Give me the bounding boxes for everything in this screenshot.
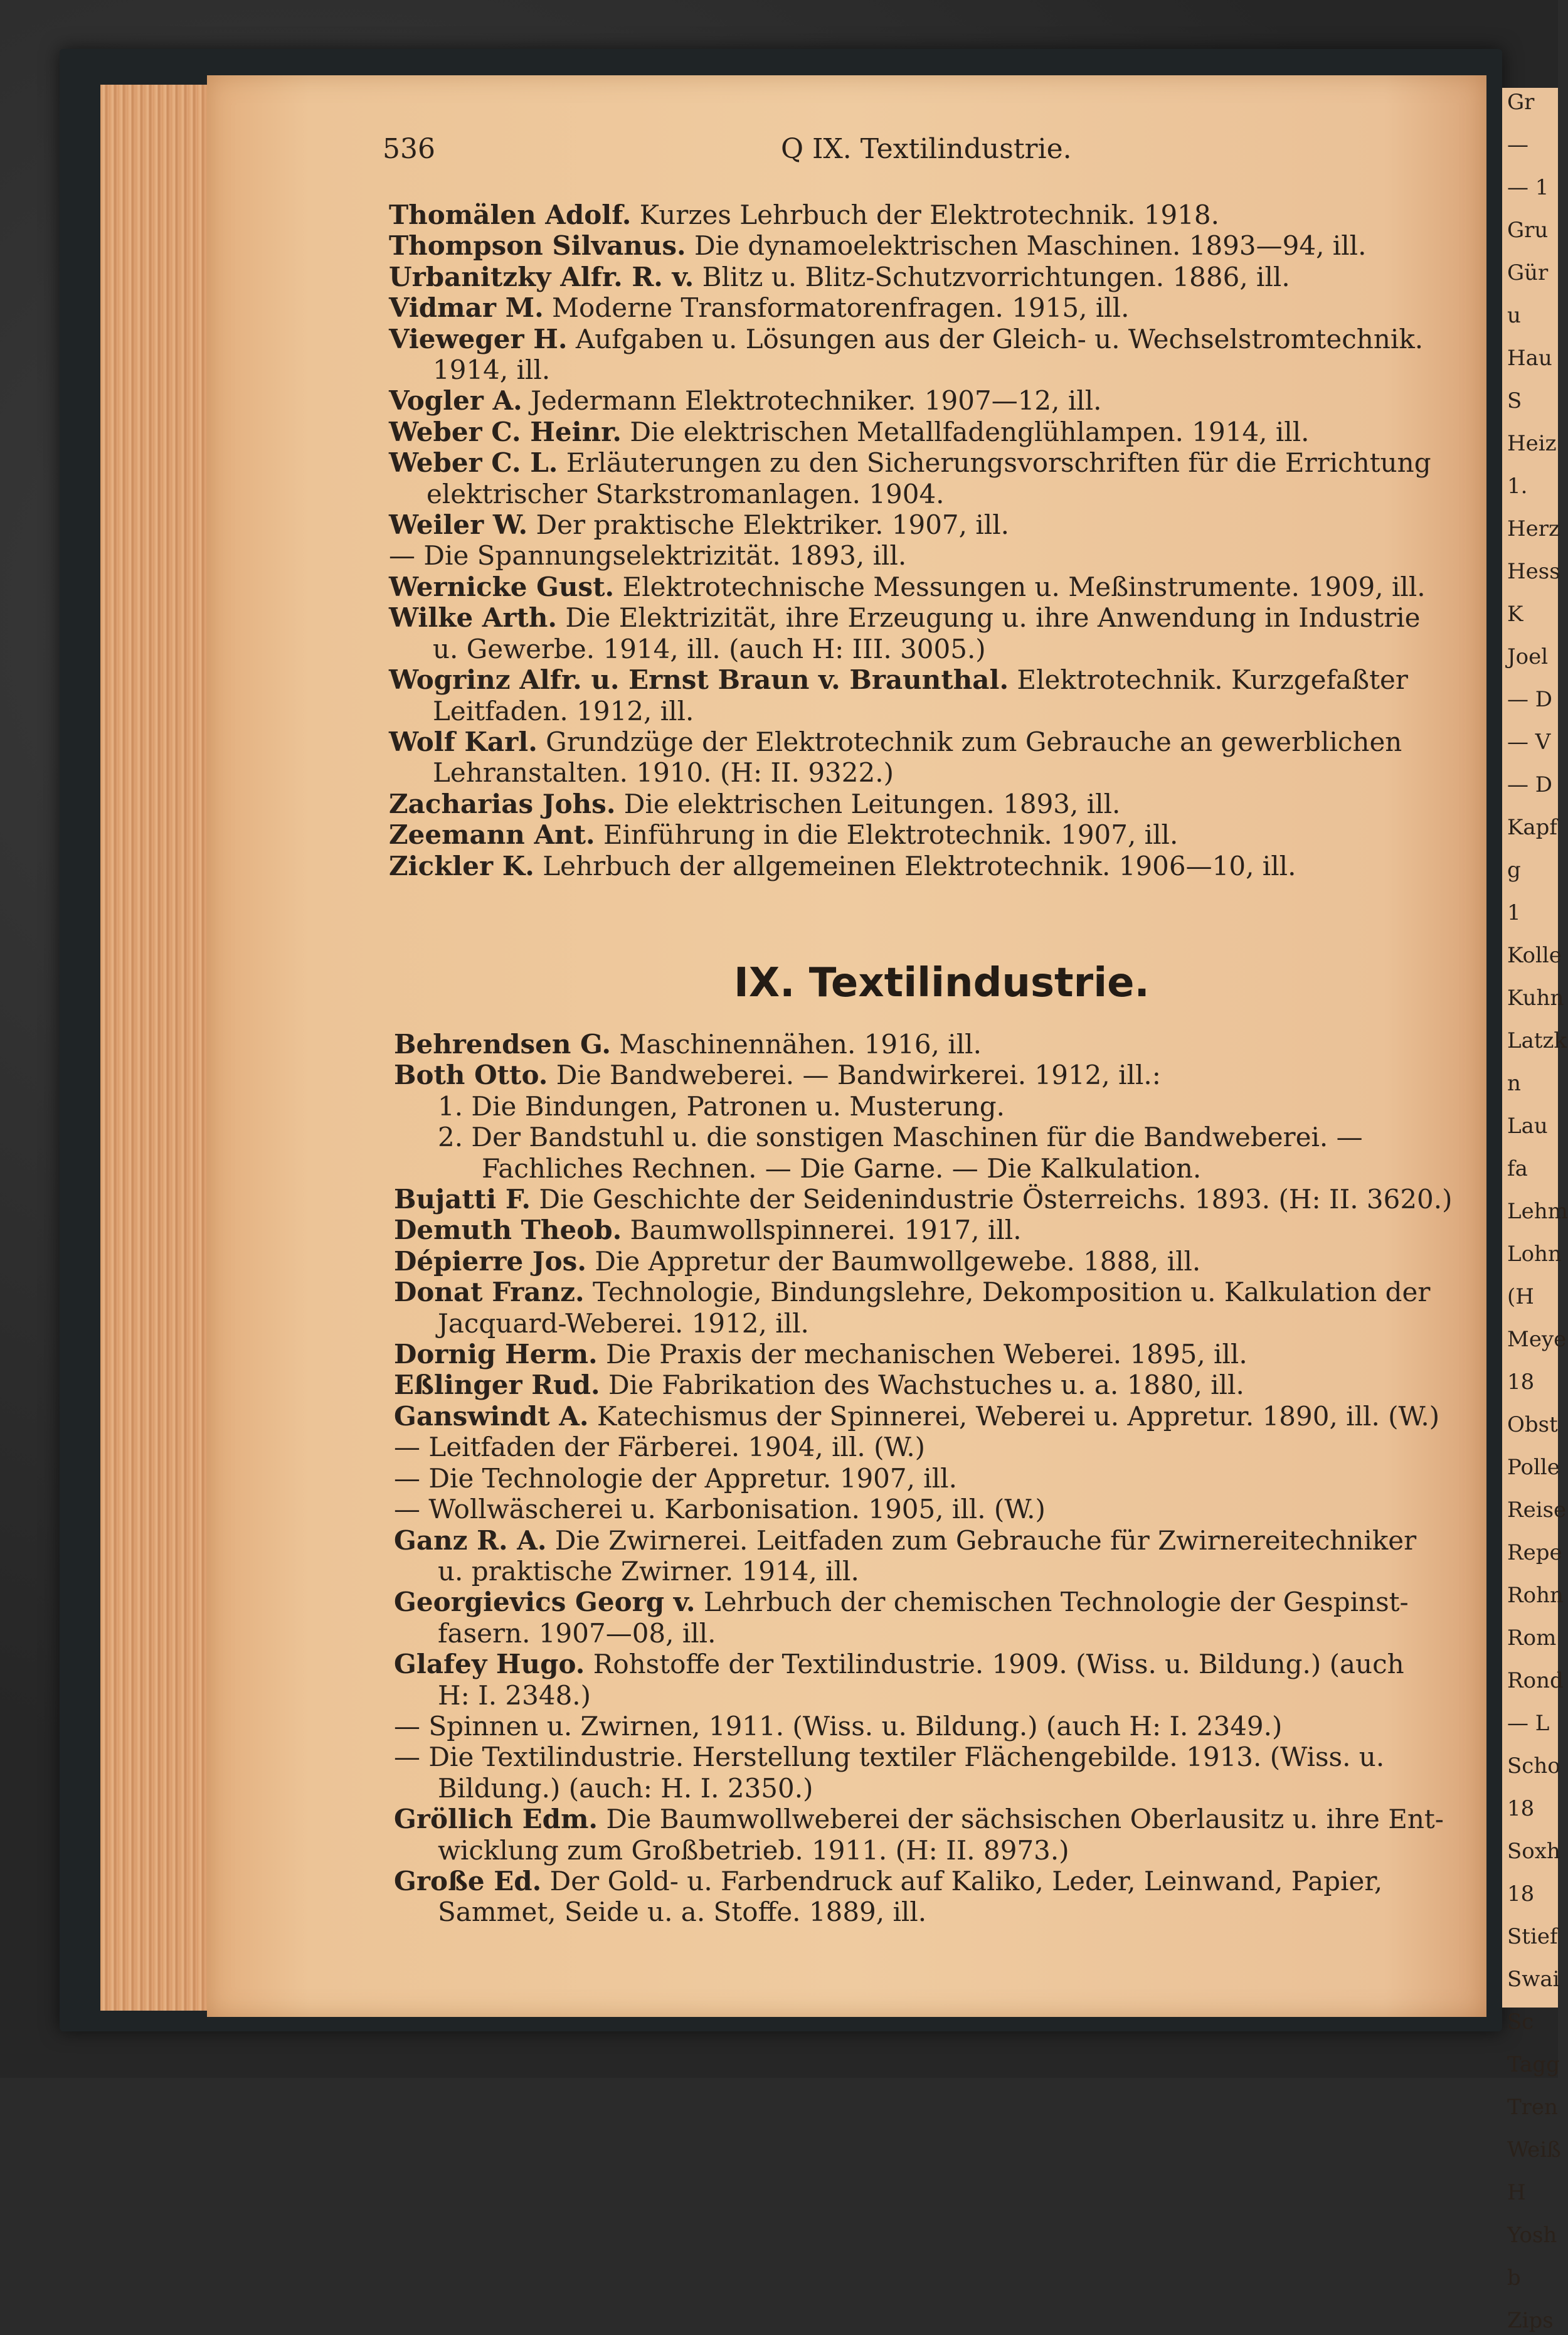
right-page-fragment: Zips xyxy=(1507,2308,1554,2333)
section-title: IX. Textilindustrie. xyxy=(734,960,1150,1006)
entry-text: Die Bandweberei. — Bandwirkerei. 1912, ill.: xyxy=(548,1060,1161,1091)
entry-text: Erläuterungen zu den Sicherungsvorschriften für die Errichtung xyxy=(558,447,1431,479)
entry-text: Lehrbuch der allgemeinen Elektrotechnik. 1906—10, ill. xyxy=(534,850,1296,881)
electrotechnik-entry-list xyxy=(389,199,1480,881)
entry-author: Donat Franz. xyxy=(394,1277,585,1308)
right-page-fragment: Hau xyxy=(1507,346,1552,371)
right-page-fragment: — D xyxy=(1507,772,1553,797)
page-number: 536 xyxy=(383,133,435,165)
right-page-fragment: — D xyxy=(1507,687,1553,712)
right-page-fragment: 18 xyxy=(1507,1370,1535,1395)
right-page-fragment: 18 xyxy=(1507,1881,1535,1907)
entry-text: Baumwollspinnerei. 1917, ill. xyxy=(622,1215,1022,1246)
entry-text: Fachliches Rechnen. — Die Garne. — Die Kalkulation. xyxy=(482,1152,1202,1184)
entry-text: — Spinnen u. Zwirnen, 1911. (Wiss. u. Bildung.) (auch H: I. 2349.) xyxy=(394,1710,1283,1742)
entry-text: Die elektrischen Leitungen. 1893, ill. xyxy=(615,788,1121,819)
entry-author: Eßlinger Rud. xyxy=(394,1370,600,1401)
right-page-fragment: Lohn xyxy=(1507,1242,1562,1267)
entry-line xyxy=(389,851,1480,881)
right-page-fragment: Tren xyxy=(1507,2095,1558,2120)
right-page-fragment: Yosh xyxy=(1507,2223,1557,2248)
entry-text: Bildung.) (auch: H. I. 2350.) xyxy=(438,1772,813,1804)
right-page-fragment: Stief xyxy=(1507,1924,1558,1949)
entry-author: Zickler K. xyxy=(389,850,534,881)
right-page-fragment: Lehm xyxy=(1507,1199,1568,1224)
right-page-fragment: Kapf xyxy=(1507,815,1558,840)
entry-text: fasern. 1907—08, ill. xyxy=(438,1617,716,1649)
entry-line xyxy=(394,1587,1485,1617)
entry-author: Wolf Karl. xyxy=(389,726,538,757)
right-page-fragment: Rond xyxy=(1507,1668,1564,1693)
entry-line xyxy=(389,634,1480,664)
entry-text: Blitz u. Blitz-Schutzvorrichtungen. 1886, ill. xyxy=(694,261,1290,292)
right-page-fragment: b xyxy=(1507,2265,1521,2290)
entry-text: Elektrotechnische Messungen u. Meßinstrumente. 1909, ill. xyxy=(614,571,1426,602)
entry-author: Zeemann Ant. xyxy=(389,819,595,851)
entry-author: Weiler W. xyxy=(389,509,528,541)
entry-line xyxy=(394,1556,1485,1587)
entry-text: Elektrotechnik. Kurzgefaßter xyxy=(1009,664,1408,696)
entry-text: Die Zwirnerei. Leitfaden zum Gebrauche für Zwirnereitechniker xyxy=(546,1524,1417,1556)
entry-line xyxy=(389,230,1480,261)
right-page-fragment: n xyxy=(1507,1071,1521,1096)
entry-text: Der praktische Elektriker. 1907, ill. xyxy=(527,509,1010,541)
entry-line xyxy=(389,696,1480,726)
entry-author: Bujatti F. xyxy=(394,1184,531,1215)
entry-text: Technologie, Bindungslehre, Dekomposition u. Kalkulation der xyxy=(584,1277,1431,1308)
entry-text: 1914, ill. xyxy=(433,354,551,386)
entry-line xyxy=(389,417,1480,447)
right-page-fragment: Latzk xyxy=(1507,1028,1567,1053)
entry-text: Kurzes Lehrbuch der Elektrotechnik. 1918. xyxy=(631,199,1219,230)
entry-author: Vogler A. xyxy=(389,385,522,417)
entry-text: 1. Die Bindungen, Patronen u. Musterung. xyxy=(438,1090,1005,1122)
entry-line xyxy=(394,1525,1485,1556)
entry-line xyxy=(389,819,1480,850)
right-page-fragment: — xyxy=(1507,132,1528,157)
entry-author: Demuth Theob. xyxy=(394,1215,622,1246)
right-page-fragment: 1. xyxy=(1507,474,1528,499)
right-page-fragment: Tagg xyxy=(1507,2052,1560,2077)
entry-text: wicklung zum Großbetrieb. 1911. (H: II. 8973.) xyxy=(438,1834,1069,1866)
entry-line xyxy=(394,1680,1485,1711)
entry-text: H: I. 2348.) xyxy=(438,1679,591,1711)
running-title: Q IX. Textilindustrie. xyxy=(781,133,1072,165)
right-page-fragment: 1 xyxy=(1507,900,1521,925)
entry-line xyxy=(394,1029,1485,1060)
entry-text: Maschinennähen. 1916, ill. xyxy=(611,1029,982,1060)
right-page-fragment: (H xyxy=(1507,1284,1534,1309)
right-page-fragment: — 1 xyxy=(1507,175,1549,200)
right-page-fragment: — V xyxy=(1507,730,1551,755)
entry-line xyxy=(394,1277,1485,1307)
right-page-fragment: Scho xyxy=(1507,1753,1560,1779)
entry-text: — Wollwäscherei u. Karbonisation. 1905, ill. (W.) xyxy=(394,1494,1046,1525)
entry-author: Weber C. Heinr. xyxy=(389,416,622,447)
entry-author: Zacharias Johs. xyxy=(389,788,616,819)
right-page-fragment: Lau xyxy=(1507,1114,1548,1139)
entry-line xyxy=(394,1339,1485,1370)
entry-text: Die Elektrizität, ihre Erzeugung u. ihre Anwendung in Industrie xyxy=(557,602,1421,634)
entry-line xyxy=(394,1742,1485,1772)
right-page-fragment: Gr xyxy=(1507,90,1535,115)
entry-text: Einführung in die Elektrotechnik. 1907, ill. xyxy=(595,819,1179,851)
right-page-fragment: Rom xyxy=(1507,1625,1557,1651)
entry-line xyxy=(394,1153,1485,1184)
entry-line xyxy=(394,1711,1485,1742)
right-page-fragment: g xyxy=(1507,858,1521,883)
entry-line xyxy=(394,1184,1485,1215)
right-page-fragment: S xyxy=(1507,388,1522,413)
entry-text: Jacquard-Weberei. 1912, ill. xyxy=(438,1307,809,1339)
entry-text: Moderne Transformatorenfragen. 1915, ill. xyxy=(543,292,1130,324)
entry-line xyxy=(394,1215,1485,1245)
entry-author: Wogrinz Alfr. u. Ernst Braun v. Braunthal. xyxy=(389,664,1009,696)
entry-author: Behrendsen G. xyxy=(394,1029,612,1060)
right-page-fragment: Meye xyxy=(1507,1327,1567,1352)
entry-line xyxy=(389,479,1480,509)
textile-entry-list xyxy=(394,1029,1485,1928)
entry-text: Die Praxis der mechanischen Weberei. 1895, ill. xyxy=(597,1339,1248,1370)
right-page-fragment: Weiß xyxy=(1507,2137,1561,2162)
entry-line xyxy=(394,1866,1485,1896)
entry-line xyxy=(394,1649,1485,1679)
entry-text: Lehrbuch der chemischen Technologie der Gespinst- xyxy=(695,1587,1409,1618)
right-page-fragment: u xyxy=(1507,303,1521,328)
entry-line xyxy=(389,509,1480,540)
right-page-fragment: Sc xyxy=(1507,2009,1534,2034)
entry-line xyxy=(394,1122,1485,1152)
entry-text: Lehranstalten. 1910. (H: II. 9322.) xyxy=(433,757,894,789)
right-page-fragment: Soxh xyxy=(1507,1839,1560,1864)
entry-text: u. praktische Zwirner. 1914, ill. xyxy=(438,1555,859,1587)
entry-line xyxy=(394,1091,1485,1122)
entry-line xyxy=(389,540,1480,571)
entry-text: — Die Technologie der Appretur. 1907, ill. xyxy=(394,1462,957,1494)
entry-line xyxy=(389,354,1480,385)
entry-line xyxy=(394,1246,1485,1277)
right-page-fragment: Heiz xyxy=(1507,431,1557,456)
entry-text: — Leitfaden der Färberei. 1904, ill. (W.) xyxy=(394,1432,926,1463)
right-page-fragment: Rohn xyxy=(1507,1583,1564,1608)
right-page-fragment: — L xyxy=(1507,1711,1550,1736)
right-page-fragment: Kolle xyxy=(1507,943,1562,968)
entry-author: Thomälen Adolf. xyxy=(389,199,632,230)
entry-author: Vieweger H. xyxy=(389,323,568,354)
entry-text: 2. Der Bandstuhl u. die sonstigen Maschinen für die Bandweberei. — xyxy=(438,1122,1363,1153)
entry-line xyxy=(389,292,1480,323)
entry-line xyxy=(389,447,1480,478)
entry-text: Die Geschichte der Seidenindustrie Österreichs. 1893. (H: II. 3620.) xyxy=(531,1184,1453,1215)
right-page-fragment: Polle xyxy=(1507,1455,1560,1480)
right-page-fragment: H xyxy=(1507,2180,1526,2205)
right-page-fragment: fa xyxy=(1507,1156,1528,1181)
entry-line xyxy=(389,572,1480,602)
right-page-fragment: Repe xyxy=(1507,1540,1562,1565)
entry-line xyxy=(389,664,1480,695)
entry-line xyxy=(389,324,1480,354)
right-page-fragment: Kuhn xyxy=(1507,986,1564,1011)
entry-line xyxy=(394,1432,1485,1462)
entry-line xyxy=(389,757,1480,788)
entry-text: Die Appretur der Baumwollgewebe. 1888, ill. xyxy=(586,1245,1201,1277)
entry-text: Grundzüge der Elektrotechnik zum Gebrauche an gewerblichen xyxy=(537,726,1402,757)
entry-text: Aufgaben u. Lösungen aus der Gleich- u. Wechselstromtechnik. xyxy=(567,323,1424,354)
entry-text: elektrischer Starkstromanlagen. 1904. xyxy=(426,478,945,509)
entry-line xyxy=(389,602,1480,633)
entry-author: Weber C. L. xyxy=(389,447,558,479)
entry-line xyxy=(394,1773,1485,1804)
entry-author: Gröllich Edm. xyxy=(394,1804,598,1835)
entry-line xyxy=(394,1494,1485,1524)
entry-line xyxy=(389,789,1480,819)
entry-line xyxy=(394,1401,1485,1432)
right-page-fragment: Gru xyxy=(1507,218,1549,243)
right-page-fragment: Obst xyxy=(1507,1412,1558,1437)
entry-line xyxy=(389,199,1480,230)
entry-author: Vidmar M. xyxy=(389,292,544,324)
entry-text: Sammet, Seide u. a. Stoffe. 1889, ill. xyxy=(438,1896,927,1928)
entry-text: Rohstoffe der Textilindustrie. 1909. (Wiss. u. Bildung.) (auch xyxy=(585,1649,1404,1680)
right-page-fragment: Herz xyxy=(1507,516,1560,541)
entry-author: Dornig Herm. xyxy=(394,1339,598,1370)
entry-line xyxy=(394,1060,1485,1090)
entry-author: Glafey Hugo. xyxy=(394,1649,585,1680)
entry-line xyxy=(389,726,1480,757)
right-page-fragment: Gür xyxy=(1507,260,1549,285)
entry-author: Dépierre Jos. xyxy=(394,1245,586,1277)
entry-author: Große Ed. xyxy=(394,1865,542,1896)
entry-author: Both Otto. xyxy=(394,1060,548,1091)
right-page-fragment: Swai xyxy=(1507,1967,1560,1992)
entry-text: — Die Spannungselektrizität. 1893, ill. xyxy=(389,540,907,572)
entry-author: Thompson Silvanus. xyxy=(389,230,686,262)
entry-author: Urbanitzky Alfr. R. v. xyxy=(389,261,694,292)
entry-author: Wernicke Gust. xyxy=(389,571,615,602)
entry-line xyxy=(389,262,1480,292)
entry-text: — Die Textilindustrie. Herstellung textiler Flächengebilde. 1913. (Wiss. u. xyxy=(394,1742,1385,1773)
right-page-fragment: K xyxy=(1507,602,1523,627)
entry-line xyxy=(389,385,1480,416)
entry-author: Ganswindt A. xyxy=(394,1400,589,1432)
entry-line xyxy=(394,1308,1485,1339)
right-page-fragment: Hess xyxy=(1507,559,1560,584)
entry-text: Katechismus der Spinnerei, Weberei u. Appretur. 1890, ill. (W.) xyxy=(588,1400,1440,1432)
entry-text: Die elektrischen Metallfadenglühlampen. 1914, ill. xyxy=(622,416,1310,447)
entry-author: Ganz R. A. xyxy=(394,1524,547,1556)
entry-text: Die Fabrikation des Wachstuches u. a. 1880, ill. xyxy=(600,1370,1244,1401)
right-page-fragment: 18 xyxy=(1507,1796,1535,1821)
right-page-fragment: Joel xyxy=(1507,644,1549,669)
entry-text: Die Baumwollweberei der sächsischen Oberlausitz u. ihre Ent- xyxy=(598,1804,1444,1835)
entry-line xyxy=(394,1370,1485,1400)
entry-line xyxy=(394,1618,1485,1649)
right-page-edge xyxy=(1502,88,1568,2333)
entry-line xyxy=(394,1463,1485,1494)
entry-author: Georgievics Georg v. xyxy=(394,1587,696,1618)
entry-text: Die dynamoelektrischen Maschinen. 1893—94, ill. xyxy=(686,230,1367,262)
entry-line xyxy=(394,1896,1485,1927)
entry-text: Der Gold- u. Farbendruck auf Kaliko, Leder, Leinwand, Papier, xyxy=(541,1865,1383,1896)
entry-line xyxy=(394,1804,1485,1834)
entry-author: Wilke Arth. xyxy=(389,602,558,634)
entry-line xyxy=(394,1835,1485,1866)
entry-text: Leitfaden. 1912, ill. xyxy=(433,695,694,726)
entry-text: u. Gewerbe. 1914, ill. (auch H: III. 3005.) xyxy=(433,633,986,664)
right-page-fragment: Reise xyxy=(1507,1497,1567,1523)
entry-text: Jedermann Elektrotechniker. 1907—12, ill. xyxy=(522,385,1102,417)
